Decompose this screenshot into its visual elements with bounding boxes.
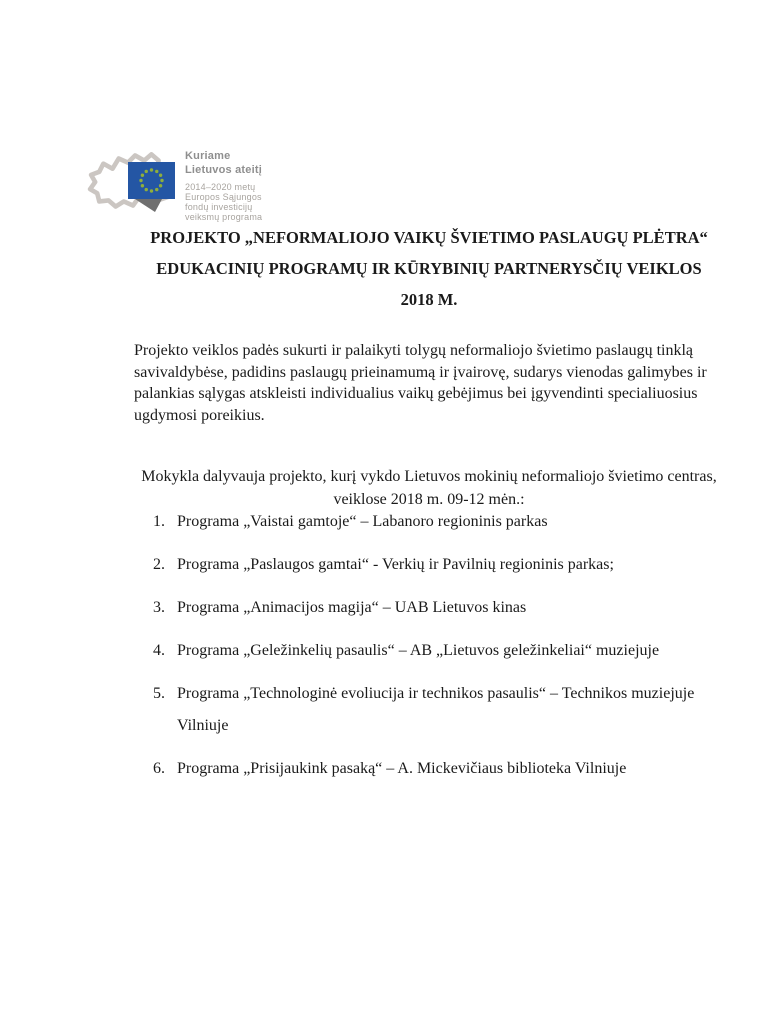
logo-tagline-line2: Lietuvos ateitį [185,163,262,176]
participation-line: Mokykla dalyvauja projekto, kurį vykdo Lietuvos mokinių neformaliojo švietimo centras, veiklose 2018 m. 09-12 mėn.: [141,468,717,508]
document-title [135,222,723,315]
list-item-text: Programa „Animacijos magija“ – UAB Lietuvos kinas [177,599,527,616]
list-item-number: 5. [153,685,165,702]
list-item-text: Programa „Vaistai gamtoje“ – Labanoro regioninis parkas [177,513,548,530]
list-item-text: Programa „Paslaugos gamtai“ - Verkių ir Pavilnių regioninis parkas; [177,556,614,573]
program-list [153,506,725,796]
list-item-text: Programa „Geležinkelių pasaulis“ – AB „Lietuvos geležinkeliai“ muziejuje [177,642,660,659]
list-item-number: 4. [153,642,165,659]
list-item-text: Programa „Technologinė evoliucija ir technikos pasaulis“ – Technikos muziejuje Vilniuje [177,685,695,734]
list-item-number: 3. [153,599,165,616]
list-item [153,753,725,785]
eu-flag-icon [128,162,175,214]
list-item [153,678,725,742]
document-title-line2: EDUKACINIŲ PROGRAMŲ IR KŪRYBINIŲ PARTNERYSČIŲ VEIKLOS [156,259,702,278]
logo-program-line4: veiksmų programa [185,212,263,222]
eu-funds-logo-graphic [87,148,179,214]
list-item [153,549,725,581]
eu-funds-logo-text [185,148,262,222]
logo-program-line2: Europos Sąjungos [185,192,262,202]
list-item [153,592,725,624]
list-item [153,506,725,538]
document-title-line1: PROJEKTO „NEFORMALIOJO VAIKŲ ŠVIETIMO PASLAUGŲ PLĖTRA“ [150,228,708,247]
logo-program-line1: 2014–2020 metų [185,182,256,192]
list-item-number: 1. [153,513,165,530]
logo-program-line3: fondų investicijų [185,202,253,212]
document-title-line3: 2018 M. [400,290,458,309]
intro-paragraph: Projekto veiklos padės sukurti ir palaikyti tolygų neformaliojo švietimo paslaugų tinklą savivaldybėse, padidins paslaugų prieinamumą ir įvairovę, sudarys vienodas galimybes ir palankias sąlygas atskleisti individualius vaikų gebėjimus bei įgyvendinti specialiuosius ugdymosi poreikius. [134,342,707,424]
eu-funds-logo [87,148,262,222]
list-item-number: 2. [153,556,165,573]
list-item-text: Programa „Prisijaukink pasaką“ – A. Mickevičiaus biblioteka Vilniuje [177,760,627,777]
list-item-number: 6. [153,760,165,777]
logo-tagline-line1: Kuriame [185,150,231,162]
list-item [153,635,725,667]
